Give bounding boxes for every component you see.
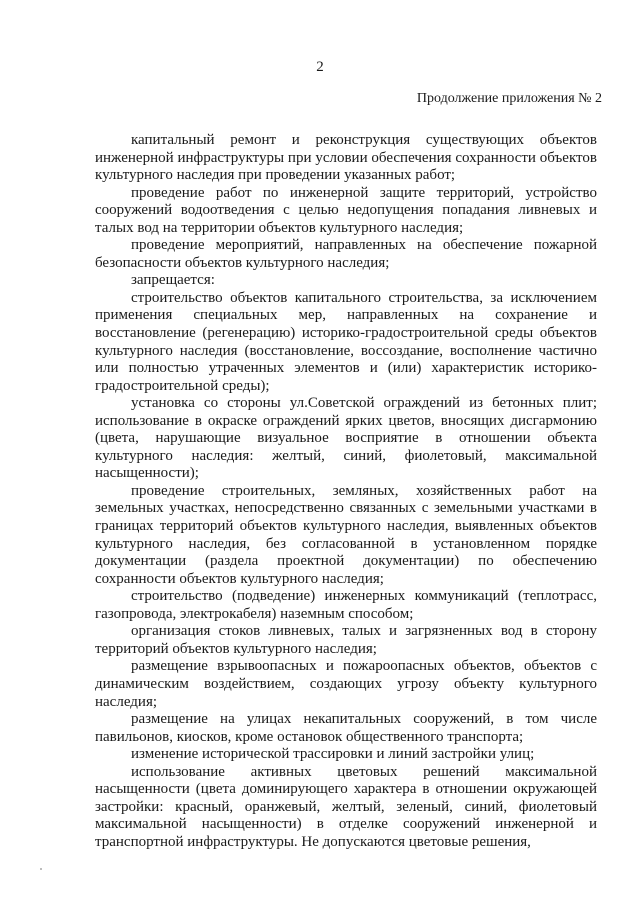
paragraph: организация стоков ливневых, талых и загрязненных вод в сторону территорий объектов культурного наследия; bbox=[95, 623, 597, 657]
paragraph: проведение строительных, земляных, хозяйственных работ на земельных участках, непосредственно связанных с земельными участками в границах территорий объектов культурного наследия, выявленных объектов культурного наследия, без согласованной в установленном порядке документации (раздела проектной документации) по обеспечению сохранности объектов культурного наследия; bbox=[95, 482, 597, 587]
paragraph: установка со стороны ул.Советской ограждений из бетонных плит; использование в окраске ограждений ярких цветов, вносящих дисгармонию (цвета, нарушающие визуальное восприятие в отношении объекта культурного наследия: желтый, синий, фиолетовый, максимальной насыщенности); bbox=[95, 395, 597, 482]
document-body bbox=[95, 132, 597, 851]
paragraph: размещение взрывоопасных и пожароопасных объектов, объектов с динамическим воздействием, создающих угрозу объекту культурного наследия; bbox=[95, 658, 597, 710]
appendix-continuation-note: Продолжение приложения № 2 bbox=[416, 91, 602, 106]
paragraph: капитальный ремонт и реконструкция существующих объектов инженерной инфраструктуры при условии обеспечения сохранности объектов культурного наследия при проведении указанных работ; bbox=[95, 132, 597, 184]
paragraph: изменение исторической трассировки и линий застройки улиц; bbox=[131, 746, 535, 763]
scan-speck bbox=[40, 868, 42, 870]
paragraph: использование активных цветовых решений максимальной насыщенности (цвета доминирующего характера в отношении окружающей застройки: красный, оранжевый, желтый, зеленый, синий, фиолетовый максимальной насыщенности) в отделке сооружений инженерной и транспортной инфраструктуры. Не допускаются цветовые решения, bbox=[95, 763, 597, 850]
page-number: 2 bbox=[316, 59, 324, 75]
paragraph: строительство объектов капитального строительства, за исключением применения специальных мер, направленных на сохранение и восстановление (регенерацию) историко-градостроительной среды объектов культурного наследия (восстановление, воссоздание, восполнение частично или полностью утраченных элементов и (или) характеристик историко-градостроительной среды); bbox=[95, 289, 597, 394]
paragraph: размещение на улицах некапитальных сооружений, в том числе павильонов, киосков, кроме остановок общественного транспорта; bbox=[95, 711, 597, 745]
paragraph: строительство (подведение) инженерных коммуникаций (теплотрасс, газопровода, электрокабеля) наземным способом; bbox=[95, 588, 597, 622]
paragraph: запрещается: bbox=[131, 272, 215, 289]
paragraph: проведение работ по инженерной защите территорий, устройство сооружений водоотведения с целью недопущения попадания ливневых и талых вод на территории объектов культурного наследия; bbox=[95, 184, 597, 236]
paragraph: проведение мероприятий, направленных на обеспечение пожарной безопасности объектов культурного наследия; bbox=[95, 237, 597, 271]
